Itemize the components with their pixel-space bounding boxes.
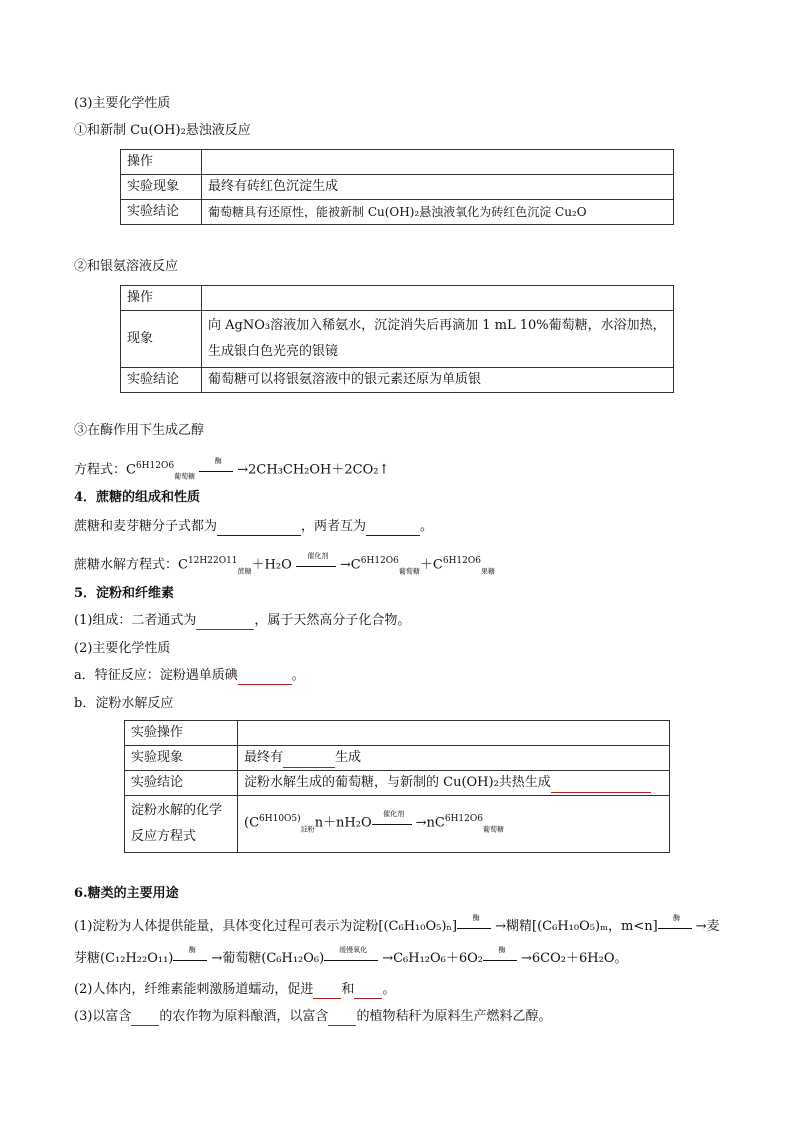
eq-text: (C — [244, 815, 260, 831]
eq-formula: 6H10O5) — [259, 813, 301, 824]
energy-process-line-2 — [74, 945, 628, 968]
table-row — [121, 286, 674, 311]
row-value: 向 AgNO₃溶液加入稀氨水，沉淀消失后再滴加 1 mL 10%葡萄糖，水浴加热，生成银白色光亮的银镜 — [202, 311, 674, 368]
arrow-condition: 催化剂 — [383, 809, 405, 818]
eq-text: n＋nH₂O — [314, 815, 372, 831]
text: →C₆H₁₂O₆＋6O₂ — [382, 951, 484, 966]
row-value — [202, 286, 674, 311]
arrow-condition: 酶 — [472, 913, 480, 922]
eq-under-label: 果糖 — [480, 567, 495, 576]
text: ，属于天然高分子化合物。 — [254, 613, 411, 628]
section-3-title: (3)主要化学性质 — [74, 96, 171, 111]
eq-under-label: 葡萄糖 — [398, 567, 420, 576]
eq-text: →nC — [415, 815, 445, 831]
subsection-silver-ammonia: ②和银氨溶液反应 — [74, 259, 179, 274]
eq-product: →2CH₃CH₂OH＋2CO₂↑ — [237, 462, 390, 478]
blank-field[interactable] — [551, 778, 651, 793]
row-value — [238, 721, 670, 746]
arrow-condition: 酶 — [214, 456, 222, 465]
row-value: 葡萄糖可以将银氨溶液中的银元素还原为单质银 — [202, 368, 674, 393]
subsection-enzyme-ethanol: ③在酶作用下生成乙醇 — [74, 423, 205, 438]
text: 和 — [341, 982, 355, 997]
text: (3)以富含 — [74, 1009, 132, 1024]
reaction-arrow-icon — [372, 809, 416, 830]
sucrose-hydrolysis-equation — [74, 552, 495, 580]
table-row — [125, 796, 670, 853]
arrow-condition: 酶 — [498, 945, 506, 954]
eq-under-label: 蔗糖 — [237, 567, 252, 576]
blank-field[interactable] — [283, 753, 335, 768]
eq-prefix: 蔗糖水解方程式：C — [74, 557, 188, 573]
reaction-arrow-icon — [483, 945, 521, 966]
alcohol-production-line — [74, 1008, 551, 1026]
text: (2)人体内，纤维素能刺激肠道蠕动，促进 — [74, 982, 314, 997]
table-row — [121, 175, 674, 200]
section-4-title: 4．蔗糖的组成和性质 — [74, 490, 201, 505]
text: 淀粉水解生成的葡萄糖，与新制的 Cu(OH)₂共热生成 — [244, 775, 551, 790]
reaction-arrow-icon — [658, 913, 696, 934]
eq-formula: 6H12O6 — [360, 556, 399, 566]
blank-field[interactable] — [366, 521, 420, 536]
table-row — [121, 150, 674, 175]
row-label: 实验现象 — [125, 746, 238, 771]
section-5-title: 5．淀粉和纤维素 — [74, 586, 175, 601]
eq-under-label: 葡萄糖 — [174, 472, 196, 481]
text: →葡萄糖(C₆H₁₂O₆) — [211, 951, 325, 966]
blank-field[interactable] — [217, 521, 301, 536]
row-label: 实验现象 — [121, 175, 202, 200]
arrow-condition: 缓慢氧化 — [339, 945, 368, 954]
reaction-arrow-icon — [457, 913, 495, 934]
blank-field[interactable] — [131, 1011, 159, 1026]
iodine-reaction-line — [74, 667, 305, 685]
reaction-arrow-icon — [324, 945, 382, 966]
subsection-copper-hydroxide: ①和新制 Cu(OH)₂悬浊液反应 — [74, 123, 251, 138]
eq-prefix: 方程式：C — [74, 462, 136, 478]
text: →糊精[(C₆H₁₀O₅)ₘ，m<n] — [495, 919, 658, 934]
row-label: 实验结论 — [125, 771, 238, 796]
text: 生成 — [335, 750, 362, 765]
row-label: 现象 — [121, 311, 202, 368]
row-value — [238, 746, 670, 771]
row-label: 实验结论 — [121, 368, 202, 393]
row-label: 淀粉水解的化学反应方程式 — [125, 796, 238, 853]
row-value — [238, 771, 670, 796]
sucrose-formula-line — [74, 518, 433, 536]
text: 芽糖(C₁₂H₂₂O₁₁) — [74, 951, 174, 966]
eq-under-label: 葡萄糖 — [483, 825, 504, 834]
composition-line — [74, 612, 410, 630]
text: 。 — [382, 982, 396, 997]
starch-hydrolysis-heading: b．淀粉水解反应 — [74, 696, 174, 711]
reaction-arrow-icon — [199, 456, 237, 477]
row-value: 葡萄糖具有还原性，能被新制 Cu(OH)₂悬浊液氧化为砖红色沉淀 Cu₂O — [202, 200, 674, 225]
table-row — [125, 746, 670, 771]
table-row — [121, 311, 674, 368]
text: 。 — [291, 668, 305, 683]
table-row — [125, 771, 670, 796]
table-starch-hydrolysis — [124, 720, 670, 853]
row-label: 实验结论 — [121, 200, 202, 225]
eq-water: ＋H₂O — [251, 557, 292, 573]
eq-formula: 6H12O6 — [135, 461, 175, 471]
energy-process-line-1 — [74, 913, 720, 936]
blank-field[interactable] — [238, 670, 292, 685]
blank-field[interactable] — [328, 1011, 356, 1026]
arrow-condition: 酶 — [673, 913, 681, 922]
table-row — [125, 721, 670, 746]
chemical-properties-heading: (2)主要化学性质 — [74, 641, 171, 656]
eq-formula: 6H12O6 — [442, 556, 481, 566]
arrow-condition: 催化剂 — [307, 551, 329, 560]
reaction-arrow-icon — [296, 551, 340, 572]
eq-under-label: 淀粉 — [300, 825, 315, 834]
text: 最终有 — [244, 750, 284, 765]
text: (1)组成：二者通式为 — [74, 613, 197, 628]
text: ，两者互为 — [301, 519, 367, 534]
equation-fermentation — [74, 457, 389, 485]
table-row — [121, 368, 674, 393]
table-row — [121, 200, 674, 225]
text: 的农作物为原料酿酒，以富含 — [159, 1009, 329, 1024]
text: →6CO₂＋6H₂O。 — [521, 951, 628, 966]
blank-field[interactable] — [313, 984, 341, 999]
table-silver-ammonia — [120, 285, 674, 393]
eq-formula: 6H12O6 — [444, 813, 483, 824]
row-value — [202, 150, 674, 175]
text: 。 — [420, 519, 434, 534]
text: a．特征反应：淀粉遇单质碘 — [74, 668, 238, 683]
text: 蔗糖和麦芽糖分子式都为 — [74, 519, 218, 534]
blank-field[interactable] — [354, 984, 382, 999]
cellulose-function-line — [74, 981, 395, 999]
row-value: 最终有砖红色沉淀生成 — [202, 175, 674, 200]
row-value — [238, 796, 670, 853]
reaction-arrow-icon — [173, 945, 211, 966]
text: →麦 — [695, 919, 720, 934]
text: 的植物秸秆为原料生产燃料乙醇。 — [356, 1009, 552, 1024]
table-copper-hydroxide — [120, 149, 674, 225]
eq-text: ＋C — [419, 557, 443, 573]
row-label: 操作 — [121, 286, 202, 311]
blank-field[interactable] — [196, 615, 254, 630]
section-6-title: 6.糖类的主要用途 — [74, 886, 179, 901]
row-label: 操作 — [121, 150, 202, 175]
eq-formula: 12H22O11 — [187, 556, 238, 566]
arrow-condition: 酶 — [188, 945, 196, 954]
row-label: 实验操作 — [125, 721, 238, 746]
text: (1)淀粉为人体提供能量，具体变化过程可表示为淀粉[(C₆H₁₀O₅)ₙ] — [74, 919, 458, 934]
eq-text: →C — [339, 557, 361, 573]
